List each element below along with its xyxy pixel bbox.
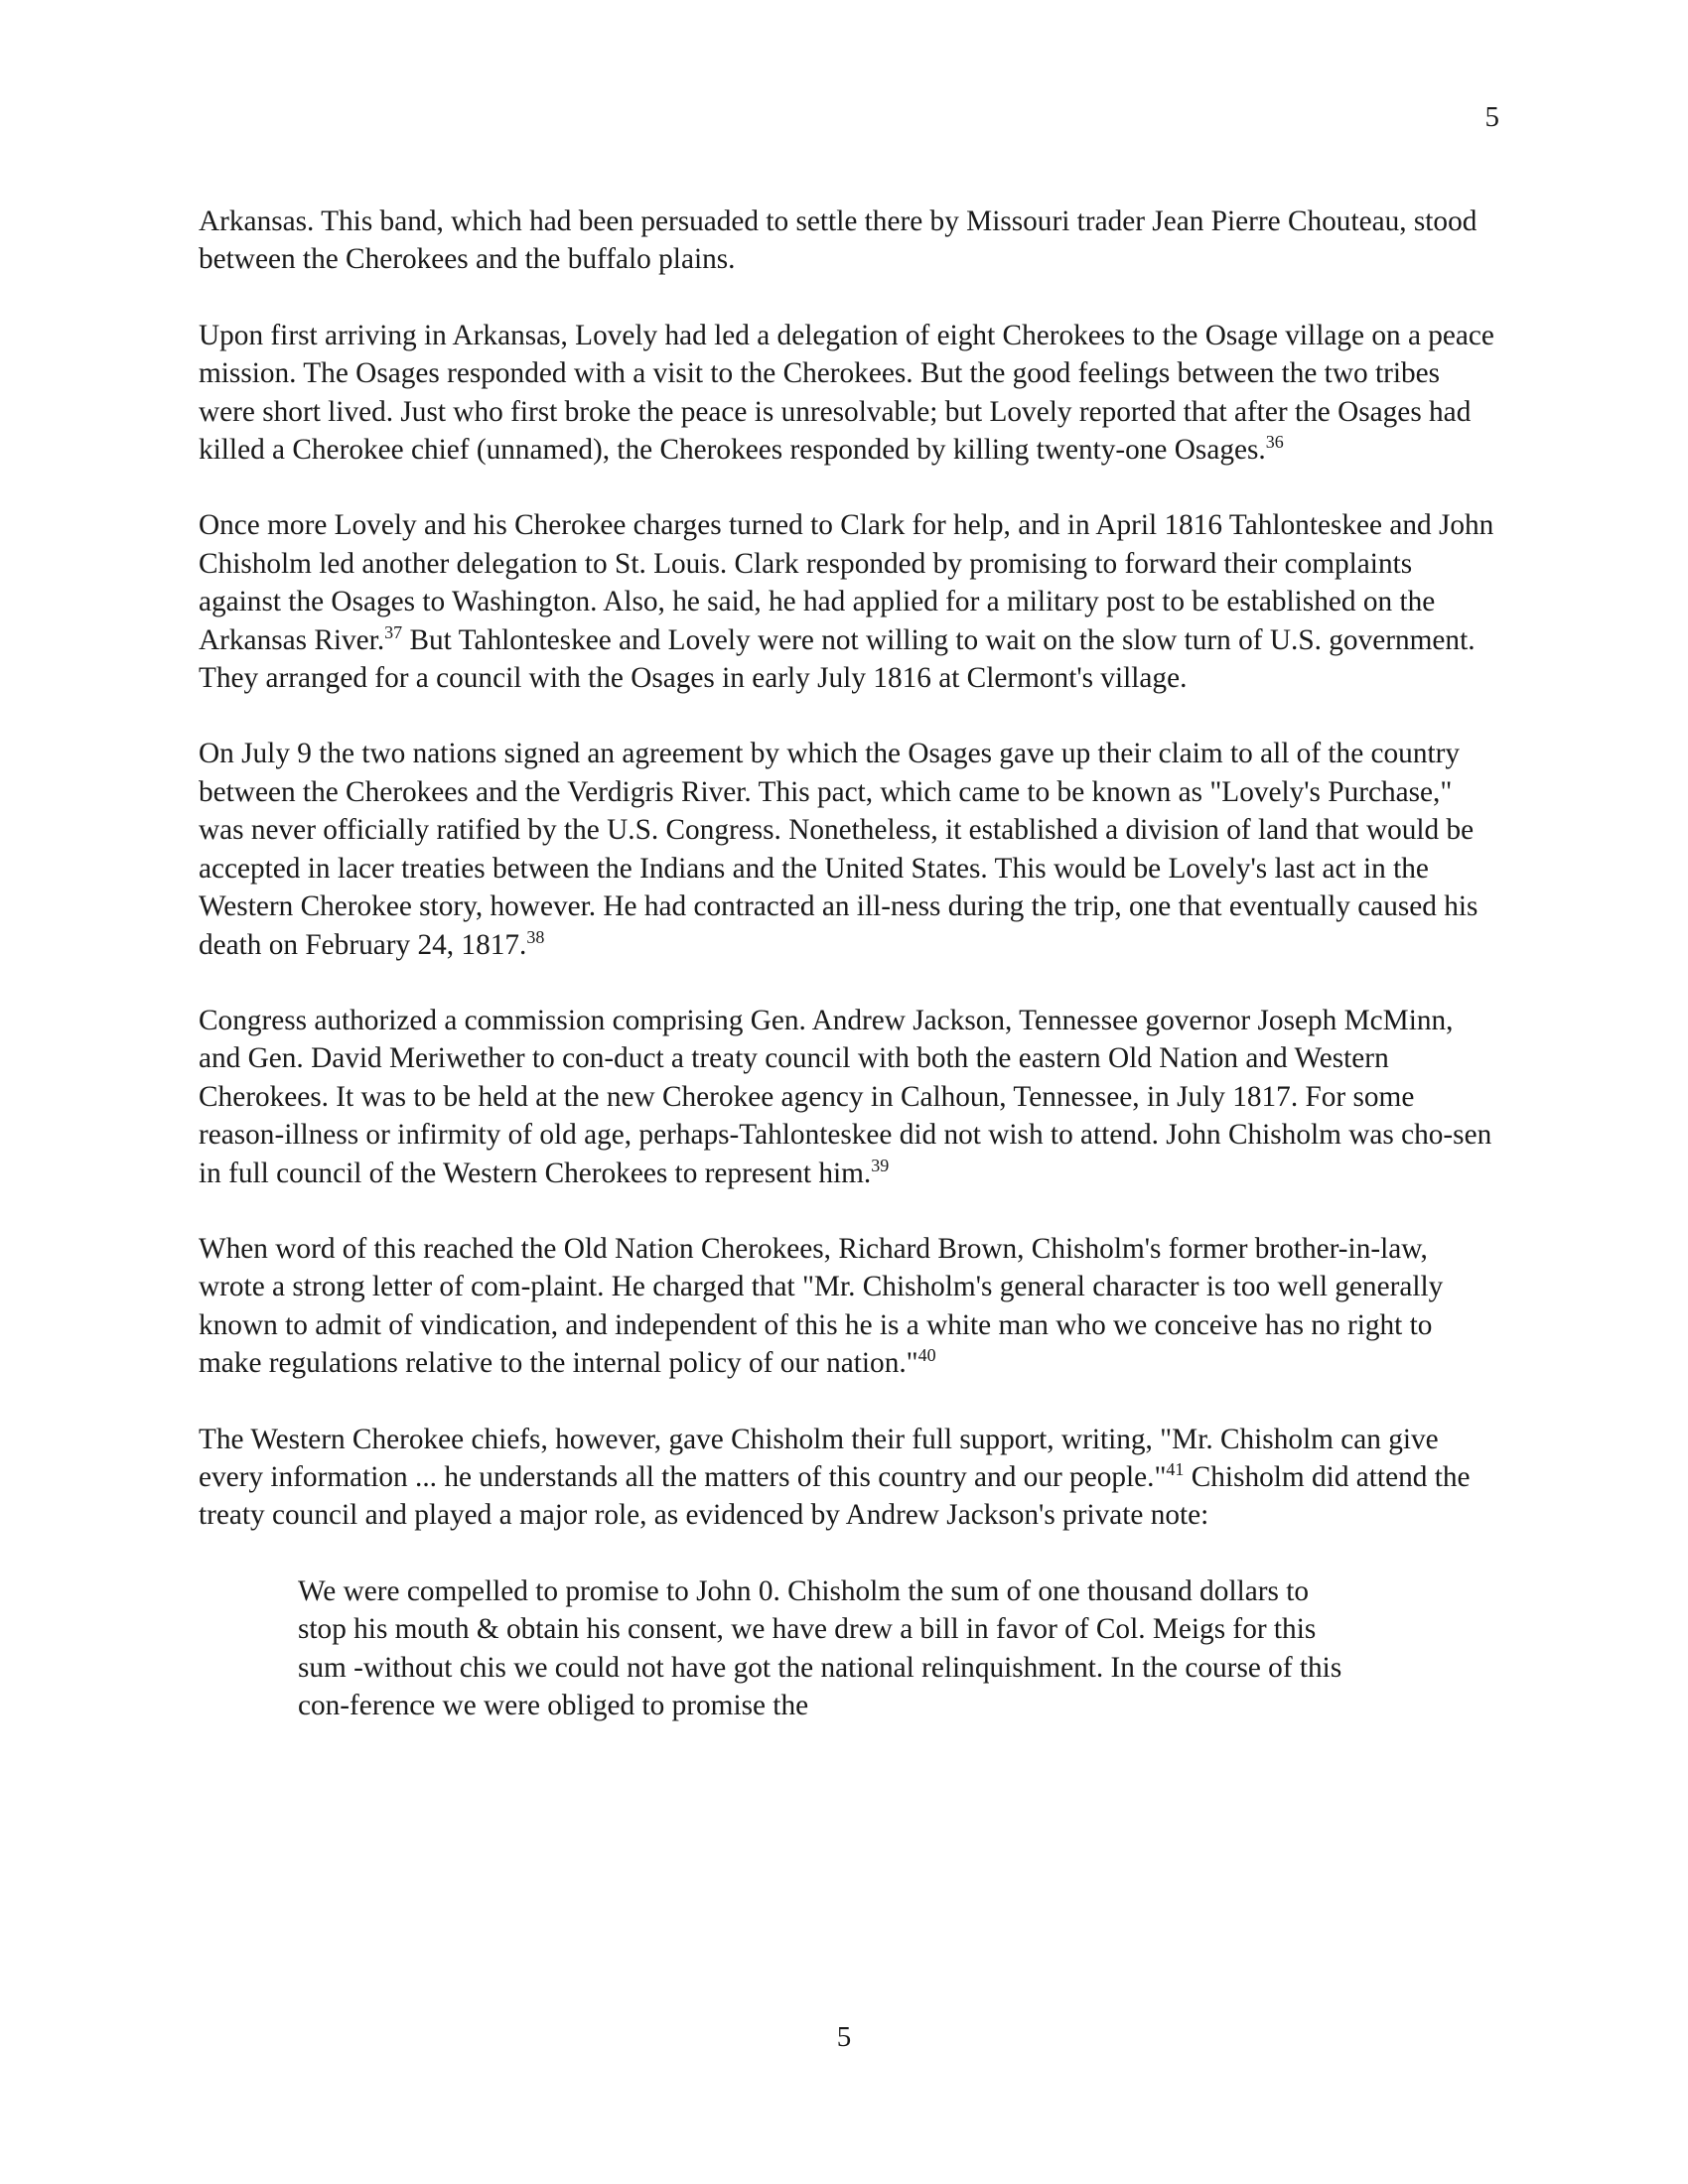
paragraph-6 [199, 1230, 1499, 1383]
paragraph-text: Congress authorized a commission comprising Gen. Andrew Jackson, Tennessee governor Joseph McMinn, and Gen. David Meriwether to con-duct a treaty council with both the eastern Old Nation and Western Cherokees. It was to be held at the new Cherokee agency in Calhoun, Tennessee, in July 1817. For some reason-illness or infirmity of old age, perhaps-Tahlonteskee did not wish to attend. John Chisholm was cho-sen in full council of the Western Cherokees to represent him. [199, 1004, 1492, 1189]
paragraph-2 [199, 317, 1499, 470]
footnote-ref-36[interactable]: 36 [1265, 432, 1284, 453]
footnote-ref-37[interactable]: 37 [384, 621, 403, 642]
paragraph-text: But Tahlonteskee and Lovely were not willing to wait on the slow turn of U.S. government. They arranged for a council with the Osages in early July 1816 at Clermont's village. [199, 623, 1476, 695]
document-body [199, 203, 1499, 1724]
page-number-top: 5 [1484, 101, 1499, 133]
paragraph-text: Arkansas. This band, which had been persuaded to settle there by Missouri trader Jean Pierre Chouteau, stood between the Cherokees and the buffalo plains. [199, 205, 1477, 276]
paragraph-3 [199, 506, 1499, 697]
footnote-ref-40[interactable]: 40 [917, 1345, 936, 1366]
footnote-ref-38[interactable]: 38 [526, 926, 545, 947]
footnote-ref-39[interactable]: 39 [871, 1155, 890, 1175]
page-number-bottom: 5 [836, 2021, 852, 2053]
paragraph-5 [199, 1002, 1499, 1192]
paragraph-text: Upon first arriving in Arkansas, Lovely had led a delegation of eight Cherokees to the Osage village on a peace mission. The Osages responded with a visit to the Cherokees. But the good feelings between the two tribes were short lived. Just who first broke the peace is unresolvable; but Lovely reported that after the Osages had killed a Cherokee chief (unnamed), the Cherokees responded by killing twenty-one Osages. [199, 319, 1494, 467]
paragraph-text: When word of this reached the Old Nation Cherokees, Richard Brown, Chisholm's former brother-in-law, wrote a strong letter of com-plaint. He charged that "Mr. Chisholm's general character is too well generally known to admit of vindication, and independent of this he is a white man who we conceive has no right to make regulations relative to the internal policy of our nation." [199, 1232, 1444, 1380]
paragraph-1 [199, 203, 1499, 279]
paragraph-text: Chisholm did attend the treaty council and played a major role, as evidenced by Andrew Jackson's private note: [199, 1460, 1471, 1532]
footnote-ref-41[interactable]: 41 [1166, 1459, 1185, 1480]
block-quote: We were compelled to promise to John 0. Chisholm the sum of one thousand dollars to stop his mouth & obtain his consent, we have drew a bill in favor of Col. Meigs for this sum -without chis we could not have got the national relinquishment. In the course of this con-ference we were obliged to promise the [298, 1574, 1342, 1721]
paragraph-text: Once more Lovely and his Cherokee charges turned to Clark for help, and in April 1816 Tahlonteskee and John Chisholm led another delegation to St. Louis. Clark responded by promising to forward their complaints against the Osages to Washington. Also, he said, he had applied for a military post to be established on the Arkansas River. [199, 509, 1494, 656]
paragraph-text: The Western Cherokee chiefs, however, gave Chisholm their full support, writing, "Mr. Chisholm can give every information ... he understands all the matters of this country and our people." [199, 1423, 1439, 1493]
paragraph-text: On July 9 the two nations signed an agreement by which the Osages gave up their claim to all of the country between the Cherokees and the Verdigris River. This pact, which came to be known as "Lovely's Purchase," was never officially ratified by the U.S. Congress. Nonetheless, it established a division of land that would be accepted in lacer treaties between the Indians and the United States. This would be Lovely's last act in the Western Cherokee story, however. He had contracted an ill-ness during the trip, one that eventually caused his death on February 24, 1817. [199, 738, 1478, 961]
paragraph-4 [199, 735, 1499, 963]
paragraph-7 [199, 1421, 1499, 1535]
